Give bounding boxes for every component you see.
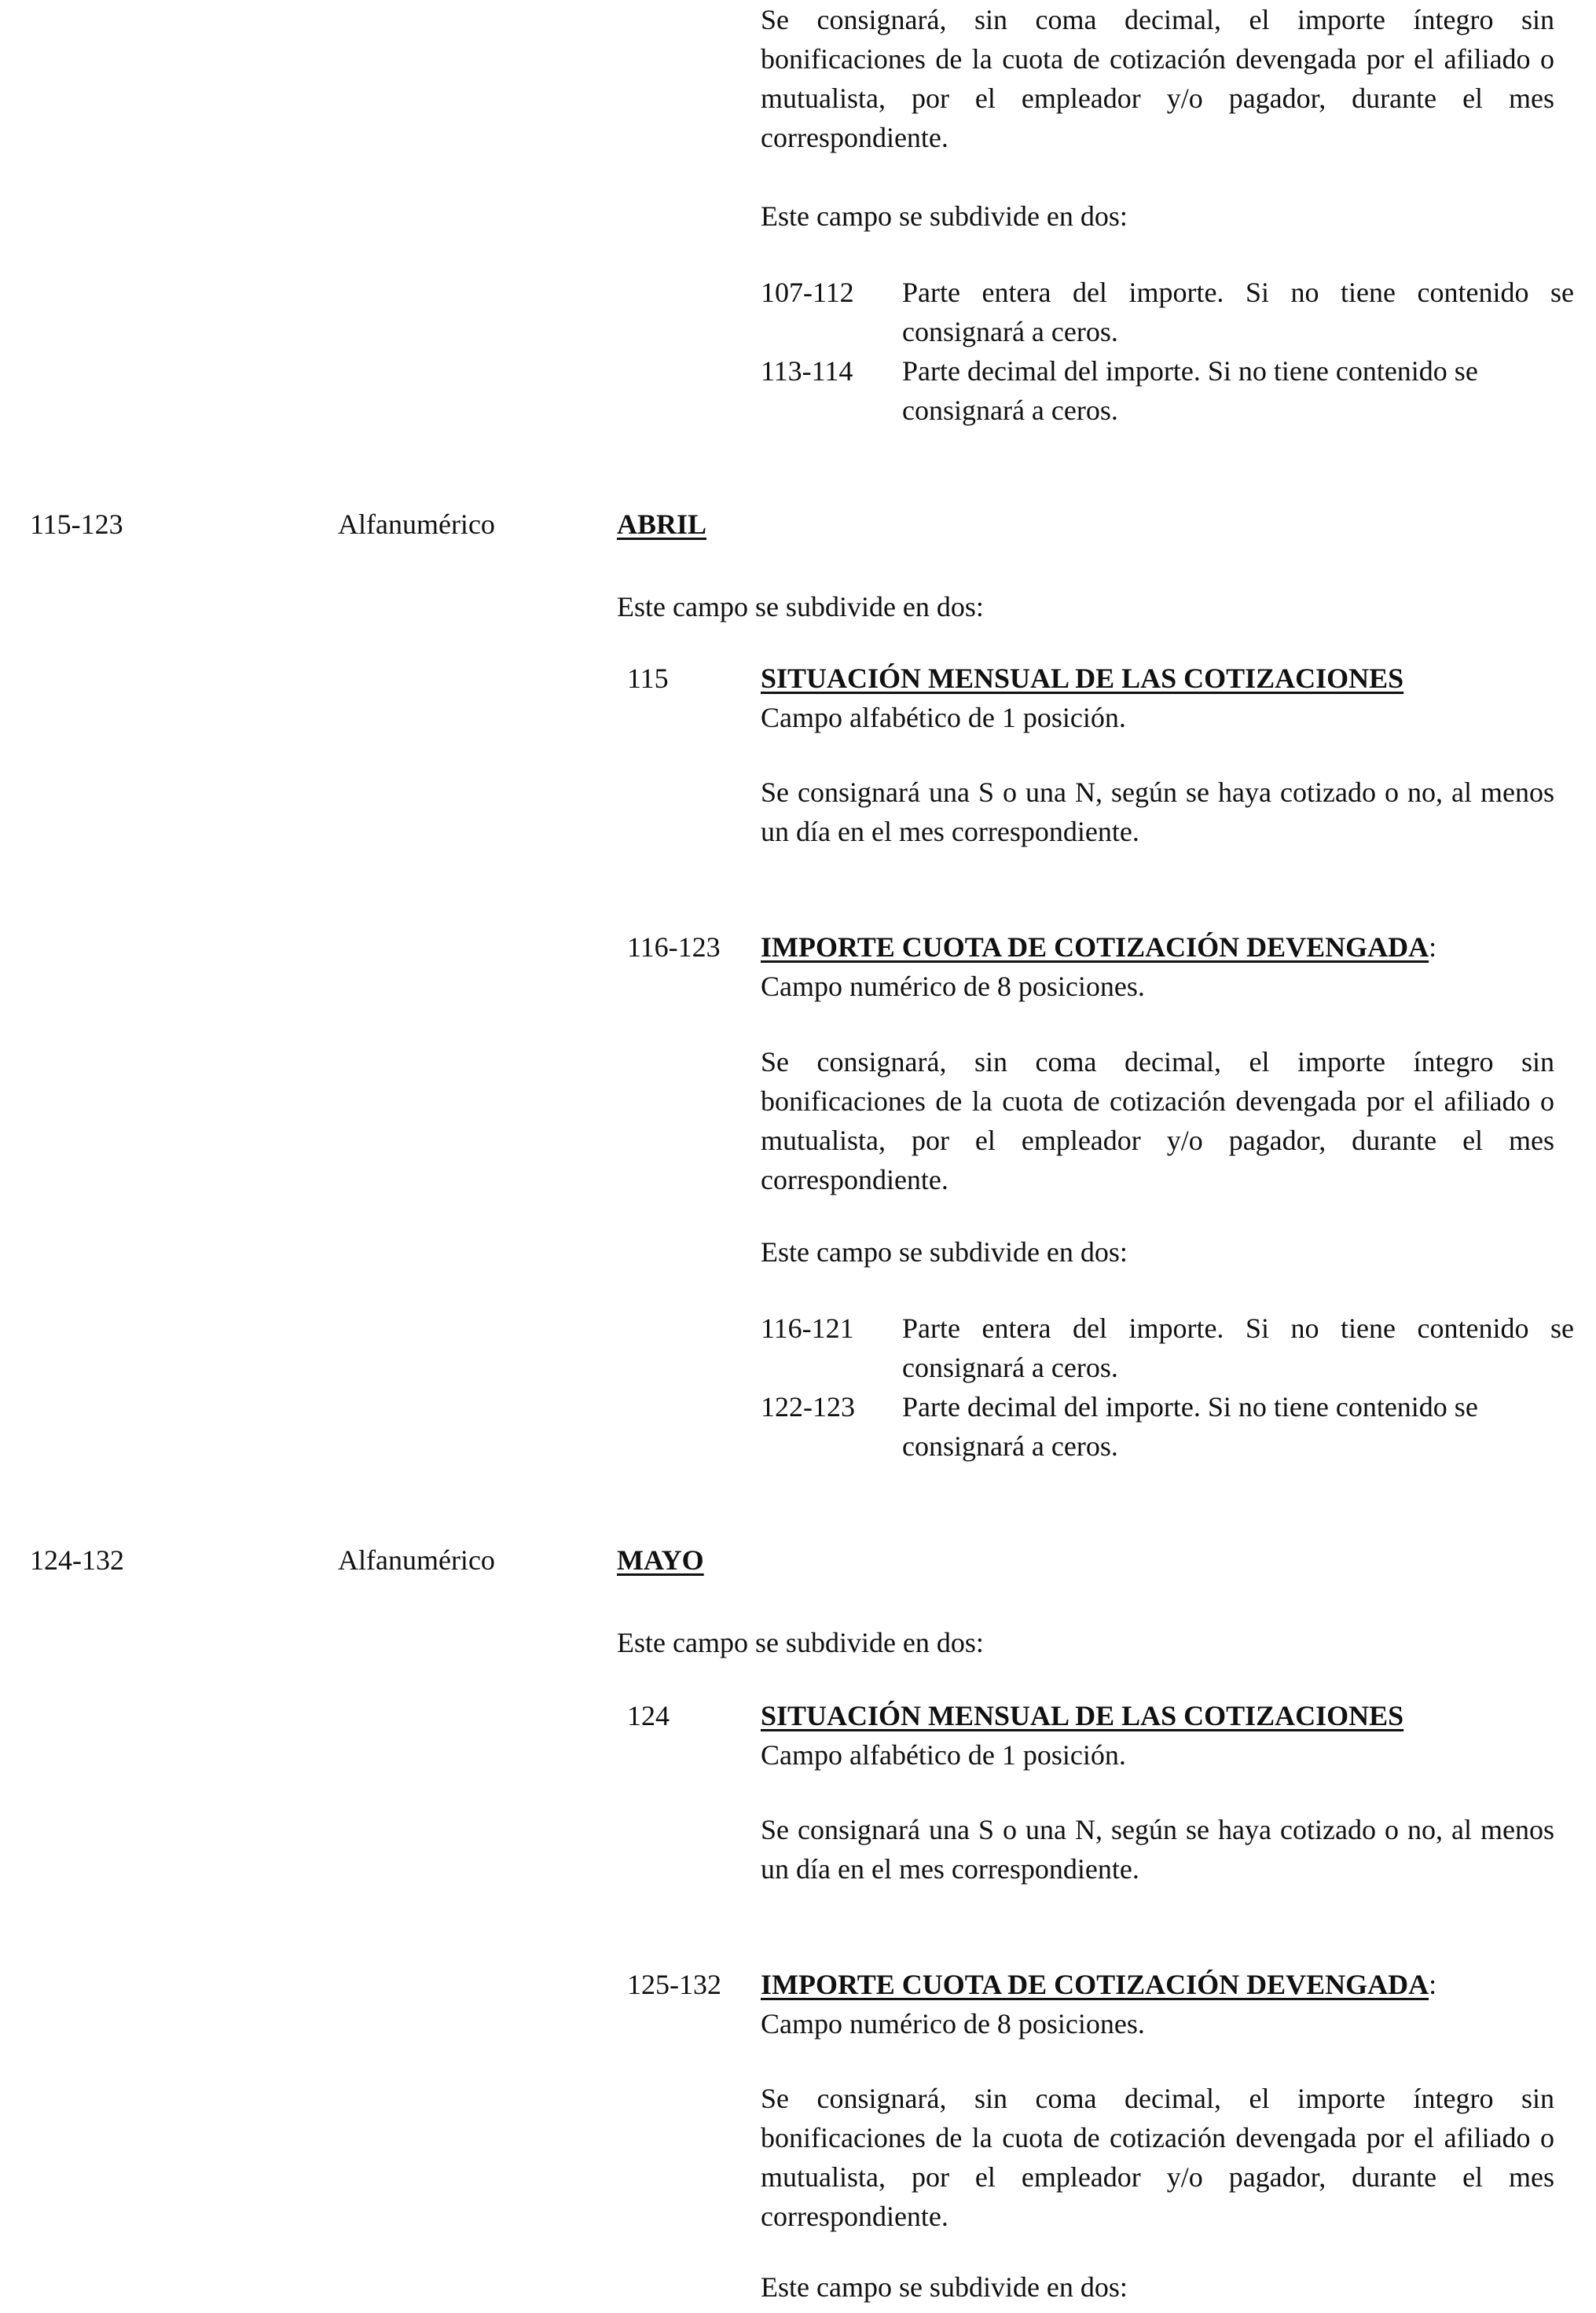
mayo-f2-intro: Este campo se subdivide en dos:	[761, 2271, 1128, 2303]
abril-f2-text: Se consignará, sin coma decimal, el importe íntegro sin bonificaciones de la cuota de cotización devengada por el afiliado o mutualista, por el empleador y/o pagador, durante el mes correspondiente.	[761, 1046, 1554, 1195]
mayo-f2-heading	[761, 1965, 1436, 2004]
mayo-type: Alfanumérico	[338, 1544, 495, 1576]
top-sub2-code: 113-114	[761, 355, 853, 387]
abril-sub2-text: Parte decimal del importe. Si no tiene contenido se consignará a ceros.	[902, 1391, 1478, 1462]
mayo-f2-colon: :	[1429, 1969, 1437, 2000]
mayo-f2-desc: Campo numérico de 8 posiciones.	[761, 2008, 1145, 2039]
mayo-f1-position: 124	[627, 1700, 670, 1731]
abril-f1-title: SITUACIÓN MENSUAL DE LAS COTIZACIONES	[761, 663, 1404, 694]
abril-f2-desc: Campo numérico de 8 posiciones.	[761, 971, 1145, 1002]
abril-position: 115-123	[30, 508, 123, 540]
mayo-f2-position: 125-132	[627, 1969, 721, 2000]
abril-sub2-code: 122-123	[761, 1391, 855, 1423]
mayo-f1-text: Se consignará una S o una N, según se haya cotizado o no, al menos un día en el mes correspondiente.	[761, 1814, 1554, 1885]
top-paragraph: Se consignará, sin coma decimal, el importe íntegro sin bonificaciones de la cuota de cotización devengada por el afiliado o mutualista, por el empleador y/o pagador, durante el mes correspondiente.	[761, 4, 1554, 153]
mayo-intro: Este campo se subdivide en dos:	[617, 1627, 984, 1658]
abril-type: Alfanumérico	[338, 508, 495, 540]
abril-f1-desc: Campo alfabético de 1 posición.	[761, 702, 1126, 733]
abril-f2-colon: :	[1429, 931, 1437, 963]
abril-f1-position: 115	[627, 663, 669, 694]
abril-f2-position: 116-123	[627, 931, 721, 963]
mayo-title: MAYO	[617, 1544, 704, 1576]
abril-f2-title: IMPORTE CUOTA DE COTIZACIÓN DEVENGADA	[761, 931, 1429, 963]
top-sub1-text: Parte entera del importe. Si no tiene contenido se consignará a ceros.	[902, 277, 1574, 347]
abril-f2-intro: Este campo se subdivide en dos:	[761, 1236, 1128, 1268]
top-subdivide-intro: Este campo se subdivide en dos:	[761, 200, 1128, 232]
abril-title: ABRIL	[617, 508, 707, 540]
top-sub2-text: Parte decimal del importe. Si no tiene contenido se consignará a ceros.	[902, 355, 1478, 426]
abril-intro: Este campo se subdivide en dos:	[617, 591, 984, 622]
top-sub1-code: 107-112	[761, 277, 854, 308]
mayo-f2-title: IMPORTE CUOTA DE COTIZACIÓN DEVENGADA	[761, 1969, 1429, 2000]
abril-f1-text: Se consignará una S o una N, según se haya cotizado o no, al menos un día en el mes correspondiente.	[761, 777, 1554, 847]
mayo-f1-title: SITUACIÓN MENSUAL DE LAS COTIZACIONES	[761, 1700, 1404, 1731]
abril-sub1-code: 116-121	[761, 1313, 854, 1344]
mayo-f1-desc: Campo alfabético de 1 posición.	[761, 1739, 1126, 1771]
abril-f2-heading	[761, 927, 1436, 967]
abril-sub1-text: Parte entera del importe. Si no tiene contenido se consignará a ceros.	[902, 1313, 1574, 1383]
mayo-f2-text: Se consignará, sin coma decimal, el importe íntegro sin bonificaciones de la cuota de cotización devengada por el afiliado o mutualista, por el empleador y/o pagador, durante el mes correspondiente.	[761, 2083, 1554, 2232]
mayo-position: 124-132	[30, 1544, 124, 1576]
